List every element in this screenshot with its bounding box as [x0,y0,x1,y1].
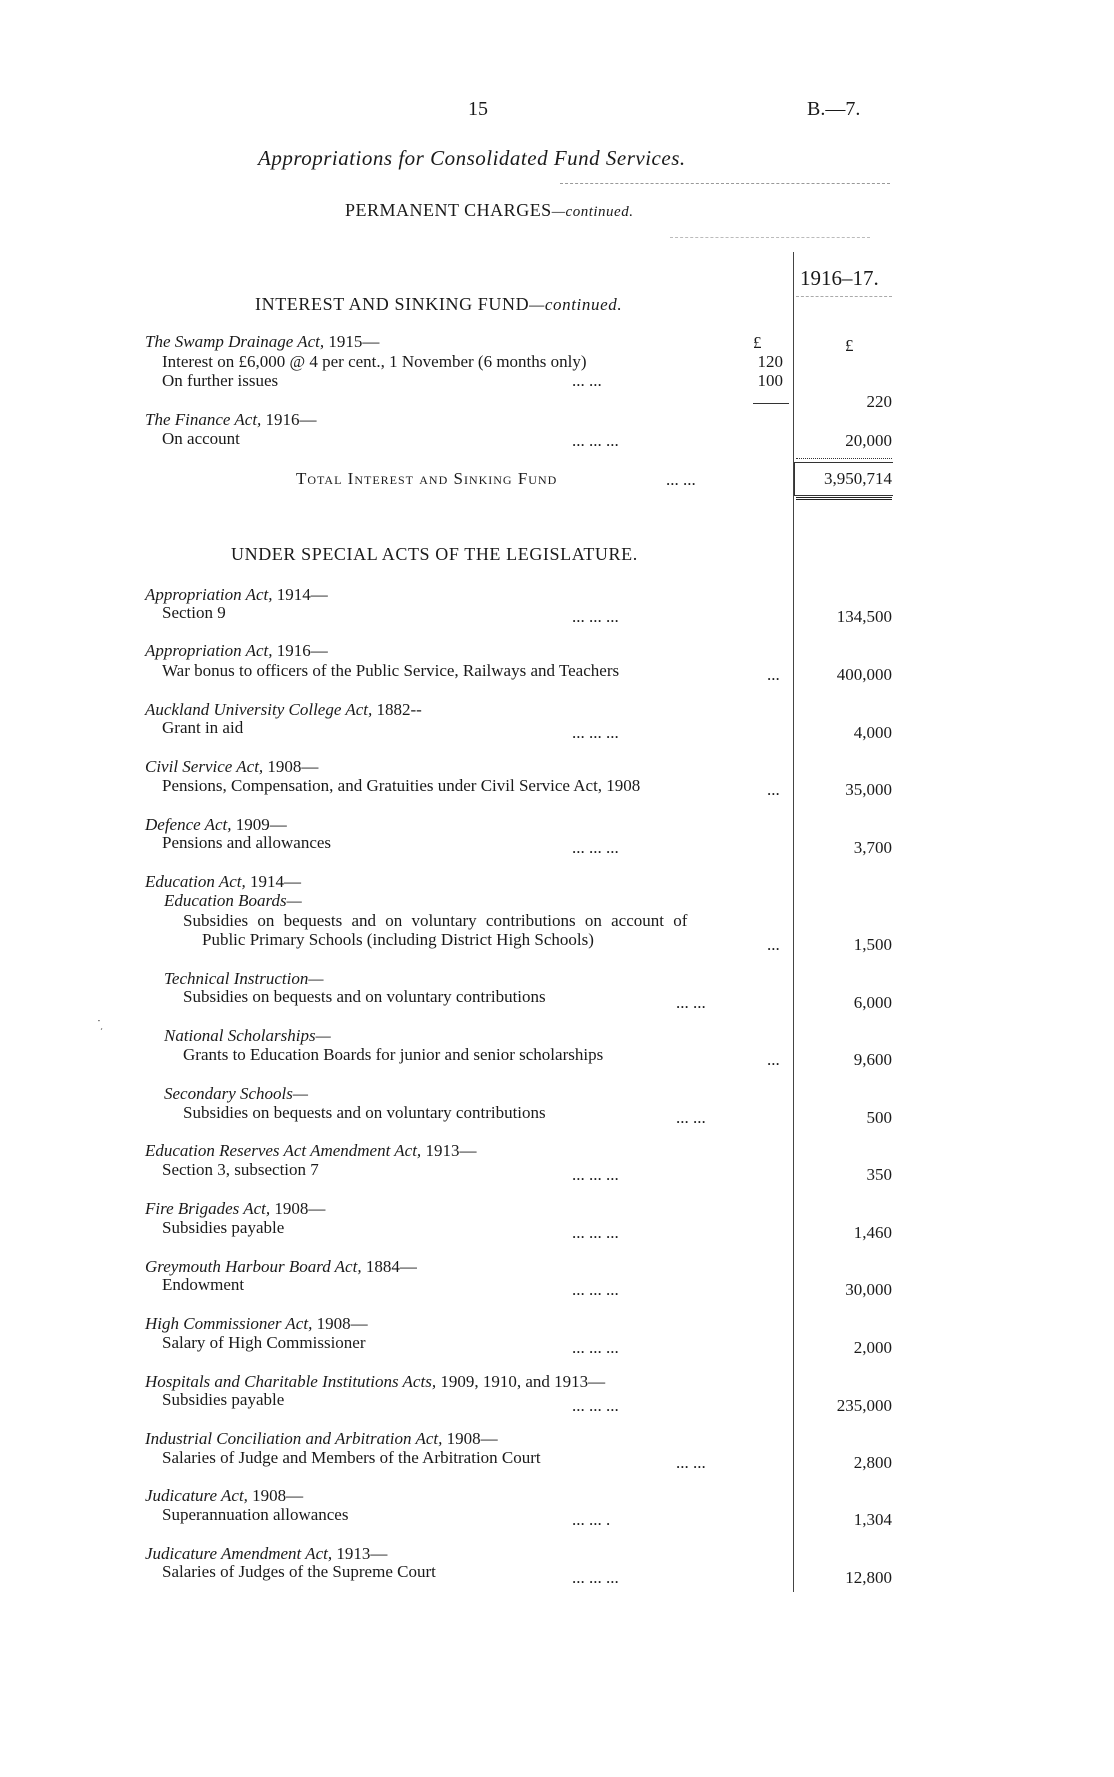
total-amount: 3,950,714 [824,469,892,488]
amount: 1,304 [853,1510,892,1529]
line-item: Grant in aid [162,718,244,737]
stray-mark: ·ܼ [97,1015,101,1030]
act-title: Appropriation Act, 1914— [145,585,328,604]
line-item: On account [162,429,240,448]
amount: 2,800 [853,1453,892,1472]
total-label: Total Interest and Sinking Fund [296,469,558,488]
leader-dots: ... ... ... [572,838,619,857]
amount: 235,000 [836,1396,892,1415]
leader-dots: ... [767,665,780,684]
amount: 3,700 [853,838,892,857]
amount: 35,000 [845,780,892,799]
divider [560,183,890,184]
leader-dots: ... [767,1050,780,1069]
line-item: Salary of High Commissioner [162,1333,366,1352]
line-item: Pensions, Compensation, and Gratuities under Civil Service Act, 1908 [162,776,641,795]
line-item: Public Primary Schools (including District High Schools) [202,930,594,949]
line-item: Salaries of Judges of the Supreme Court [162,1562,436,1581]
line-item: War bonus to officers of the Public Service, Railways and Teachers [162,661,620,680]
amount: 134,500 [836,607,892,626]
line-item: Section 9 [162,603,226,622]
amount: 4,000 [853,723,892,742]
section-heading-main: INTEREST AND SINKING FUND [255,294,530,314]
subheading: Education Boards— [164,891,302,910]
page-title: Appropriations for Consolidated Fund Services. [258,146,686,170]
subheading: Technical Instruction— [164,969,324,988]
act-title: The Swamp Drainage Act, 1915— [145,332,380,351]
leader-dots: ... ... [676,1453,706,1472]
line-item: Subsidies payable [162,1390,285,1409]
leader-dots: ... ... [666,470,696,489]
line-item: Subsidies payable [162,1218,285,1237]
line-item: Endowment [162,1275,245,1294]
leader-dots: ... ... ... [572,1165,619,1184]
section-heading-suffix: —continued. [529,295,623,314]
leader-dots: ... ... [572,371,602,390]
amount: 1,460 [853,1223,892,1242]
line-item: Superannuation allowances [162,1505,349,1524]
act-title: Education Act, 1914— [145,872,301,891]
amount: 220 [866,392,892,411]
act-title: Education Reserves Act Amendment Act, 1913— [145,1141,477,1160]
leader-dots: ... ... ... [572,1396,619,1415]
line-item: Section 3, subsection 7 [162,1160,319,1179]
section-heading-interest [255,294,622,315]
currency-symbol: £ [753,333,762,352]
amount: 6,000 [853,993,892,1012]
line-item: Subsidies on bequests and on voluntary contributions on account of [183,911,688,930]
leader-dots: ... ... [676,993,706,1012]
currency-symbol: £ [845,336,854,355]
line-item: Subsidies on bequests and on voluntary contributions [183,987,546,1006]
amount: 30,000 [845,1280,892,1299]
subtitle-main: PERMANENT CHARGES [345,200,552,220]
leader-dots: ... ... [676,1108,706,1127]
leader-dots: ... [767,935,780,954]
amount: 9,600 [853,1050,892,1069]
amount: 12,800 [845,1568,892,1587]
line-item: Grants to Education Boards for junior and senior scholarships [183,1045,604,1064]
line-item: On further issues [162,371,279,390]
act-title: Auckland University College Act, 1882-- [145,700,422,719]
act-title: Hospitals and Charitable Institutions Acts, 1909, 1910, and 1913— [145,1372,606,1391]
amount: 1,500 [853,935,892,954]
line-item: Interest on £6,000 @ 4 per cent., 1 November (6 months only) [162,352,587,371]
subtitle-suffix: —continued. [551,204,634,220]
amount: 400,000 [836,665,892,684]
act-title: Greymouth Harbour Board Act, 1884— [145,1257,417,1276]
leader-dots: ... ... . [572,1510,611,1529]
act-title: Civil Service Act, 1908— [145,757,319,776]
line-item: Subsidies on bequests and on voluntary contributions [183,1103,546,1122]
column-divider [793,252,794,1592]
partial-amount: 100 [757,371,783,390]
leader-dots: ... ... ... [572,1338,619,1357]
subheading: National Scholarships— [164,1026,331,1045]
act-title: Appropriation Act, 1916— [145,641,328,660]
leader-dots: ... ... ... [572,431,619,450]
act-title: Industrial Conciliation and Arbitration Act, 1908— [145,1429,498,1448]
amount: 350 [866,1165,892,1184]
section-heading-special: UNDER SPECIAL ACTS OF THE LEGISLATURE. [231,544,638,564]
rule [796,458,892,459]
subtotal-rule [753,403,789,404]
leader-dots: ... ... ... [572,1568,619,1587]
leader-dots: ... [767,780,780,799]
amount: 2,000 [853,1338,892,1357]
act-title: Defence Act, 1909— [145,815,287,834]
leader-dots: ... ... ... [572,607,619,626]
act-title: High Commissioner Act, 1908— [145,1314,368,1333]
act-title: Judicature Act, 1908— [145,1486,304,1505]
divider [796,296,892,297]
subheading: Secondary Schools— [164,1084,309,1103]
act-title: Fire Brigades Act, 1908— [145,1199,326,1218]
amount: 20,000 [845,431,892,450]
document-reference: B.—7. [807,98,861,120]
act-title: Judicature Amendment Act, 1913— [145,1544,388,1563]
page-subtitle [345,200,633,221]
act-title: The Finance Act, 1916— [145,410,317,429]
line-item: Pensions and allowances [162,833,332,852]
year-column-header: 1916–17. [800,266,879,290]
leader-dots: ... ... ... [572,1223,619,1242]
divider [670,237,870,238]
page-number: 15 [468,98,488,120]
leader-dots: ... ... ... [572,1280,619,1299]
amount: 500 [866,1108,892,1127]
line-item: Salaries of Judge and Members of the Arbitration Court [162,1448,541,1467]
leader-dots: ... ... ... [572,723,619,742]
partial-amount: 120 [757,352,783,371]
double-rule [796,497,892,500]
